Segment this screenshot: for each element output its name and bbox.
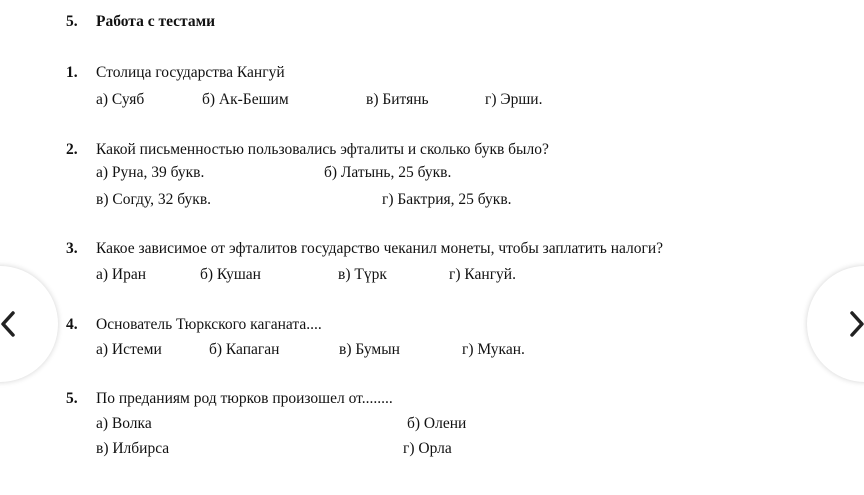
question-3-number: 3. xyxy=(66,240,78,257)
question-1-option-d: г) Эрши. xyxy=(485,91,543,108)
question-4-option-c: в) Бумын xyxy=(339,341,400,358)
question-1-option-c: в) Битянь xyxy=(366,91,429,108)
question-4-number: 4. xyxy=(66,316,78,333)
question-1-number: 1. xyxy=(66,64,78,81)
question-5-option-d: г) Орла xyxy=(403,440,452,457)
question-3-option-c: в) Түрк xyxy=(338,266,387,283)
question-3-option-d: г) Кангуй. xyxy=(449,266,516,283)
question-2-option-c: в) Согду, 32 букв. xyxy=(96,191,212,208)
question-3-option-b: б) Кушан xyxy=(200,266,261,283)
question-4-option-d: г) Мукан. xyxy=(462,341,525,358)
question-4-option-a: а) Истеми xyxy=(96,341,162,358)
question-1-text: Столица государства Кангуй xyxy=(96,64,285,81)
question-1-option-b: б) Ак-Бешим xyxy=(202,91,289,108)
question-5-text: По преданиям род тюрков произошел от........ xyxy=(96,390,393,407)
question-1-option-a: а) Суяб xyxy=(96,91,145,108)
question-2-option-a: а) Руна, 39 букв. xyxy=(96,164,205,181)
question-5-option-b: б) Олени xyxy=(407,415,467,432)
question-2-option-b: б) Латынь, 25 букв. xyxy=(324,164,452,181)
question-2-text: Какой письменностью пользовались эфталиты и сколько букв было? xyxy=(96,141,549,158)
question-5-number: 5. xyxy=(66,390,78,407)
question-5-option-a: а) Волка xyxy=(96,415,152,432)
question-2-option-d: г) Бактрия, 25 букв. xyxy=(382,191,512,208)
chevron-left-icon xyxy=(0,311,58,337)
question-4-option-b: б) Капаган xyxy=(209,341,280,358)
question-2-number: 2. xyxy=(66,141,78,158)
chevron-right-icon xyxy=(807,311,864,337)
section-number: 5. xyxy=(66,13,78,30)
section-title: Работа с тестами xyxy=(96,13,216,30)
question-4-text: Основатель Тюркского каганата.... xyxy=(96,316,322,333)
question-3-text: Какое зависимое от эфталитов государство чеканил монеты, чтобы заплатить налоги? xyxy=(96,240,664,257)
question-3-option-a: а) Иран xyxy=(96,266,147,283)
question-5-option-c: в) Илбирса xyxy=(96,440,170,457)
